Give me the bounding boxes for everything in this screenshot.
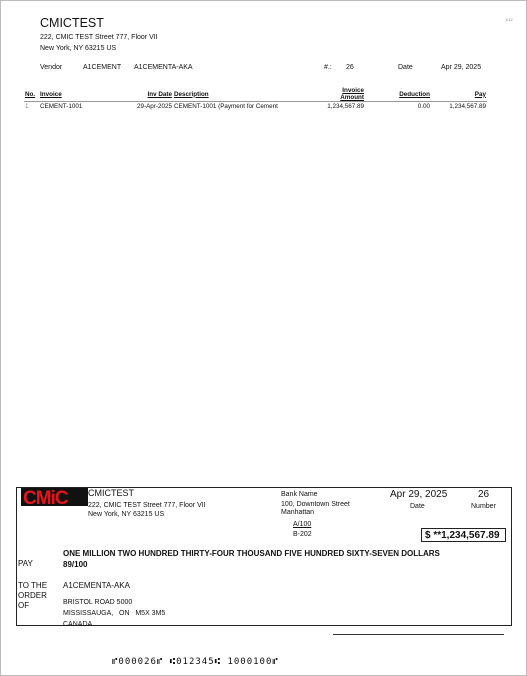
micr-line: ⑈000026⑈ ⑆012345⑆ 1000100⑈ (112, 657, 279, 667)
col-description: Description (174, 90, 209, 98)
stub-address-line2: New York, NY 63215 US (40, 45, 117, 52)
check-number-value: 26 (346, 64, 354, 71)
to-the-label: TO THE (18, 581, 48, 590)
bank-address-line2: Manhattan (281, 509, 315, 516)
payee-address-line2: MISSISSAUGA, ON M5X 3M5 (63, 610, 166, 617)
of-label: OF (18, 601, 30, 610)
check-address-line2: New York, NY 63215 US (88, 511, 165, 518)
check-address-line1: 222, CMIC TEST Street 777, Floor VII (88, 502, 206, 509)
row-inv-date: 29-Apr-2025 (136, 103, 172, 110)
amount-in-words: ONE MILLION TWO HUNDRED THIRTY-FOUR THOUSAND FIVE HUNDRED SIXTY-SEVEN DOLLARS (63, 549, 440, 558)
table-row (24, 102, 487, 112)
date-label: Date (398, 64, 413, 71)
col-invoice: Invoice (40, 90, 62, 98)
signature-line (333, 634, 504, 635)
order-label: ORDER (18, 591, 47, 600)
date-value: Apr 29, 2025 (441, 64, 482, 71)
logo-wordmark: CMiC (23, 488, 68, 506)
stub-company-name: CMICTEST (40, 16, 104, 30)
table-header-row (24, 87, 487, 101)
check-date-label: Date (410, 503, 425, 510)
routing-fraction-top: A/100 (293, 521, 312, 528)
page-marker: 1/12 (505, 17, 513, 22)
check-amount-box: $ **1,234,567.89 (421, 528, 506, 542)
bank-name: Bank Name (281, 491, 318, 498)
row-pay: 1,234,567.89 (449, 103, 486, 110)
row-invoice: CEMENT-1001 (40, 103, 83, 110)
col-invoice-amount: Invoice Amount (340, 87, 364, 101)
check-number-label: Number (471, 503, 496, 510)
payee-address-line1: BRISTOL ROAD 5000 (63, 599, 133, 606)
row-description: CEMENT-1001 (Payment for Cement (174, 103, 278, 110)
col-no: No. (25, 90, 36, 98)
invoice-table (24, 87, 487, 111)
check-company-name: CMICTEST (88, 488, 134, 498)
stub-address-line1: 222, CMIC TEST Street 777, Floor VII (40, 34, 158, 41)
routing-fraction-bottom: B-202 (293, 531, 312, 538)
row-invoice-amount: 1,234,567.89 (327, 103, 364, 110)
vendor-name: A1CEMENTA-AKA (134, 64, 193, 71)
col-deduction: Deduction (399, 90, 430, 98)
pay-label: PAY (18, 559, 33, 568)
payee-country: CANADA (63, 621, 93, 628)
row-no: 1 (25, 103, 29, 110)
cmic-logo (21, 488, 88, 506)
check-date-value: Apr 29, 2025 (390, 489, 448, 500)
vendor-label: Vendor (40, 64, 63, 71)
amount-cents: 89/100 (63, 560, 88, 569)
check-number-label: #.: (324, 64, 332, 71)
check-number-value: 26 (478, 489, 490, 500)
row-deduction: 0.00 (417, 103, 430, 110)
col-inv-date: Inv Date (147, 90, 172, 98)
vendor-code: A1CEMENT (83, 64, 122, 71)
bank-address-line1: 100, Downtown Street (281, 501, 350, 508)
col-pay: Pay (474, 90, 486, 98)
payee-name: A1CEMENTA-AKA (63, 581, 130, 590)
